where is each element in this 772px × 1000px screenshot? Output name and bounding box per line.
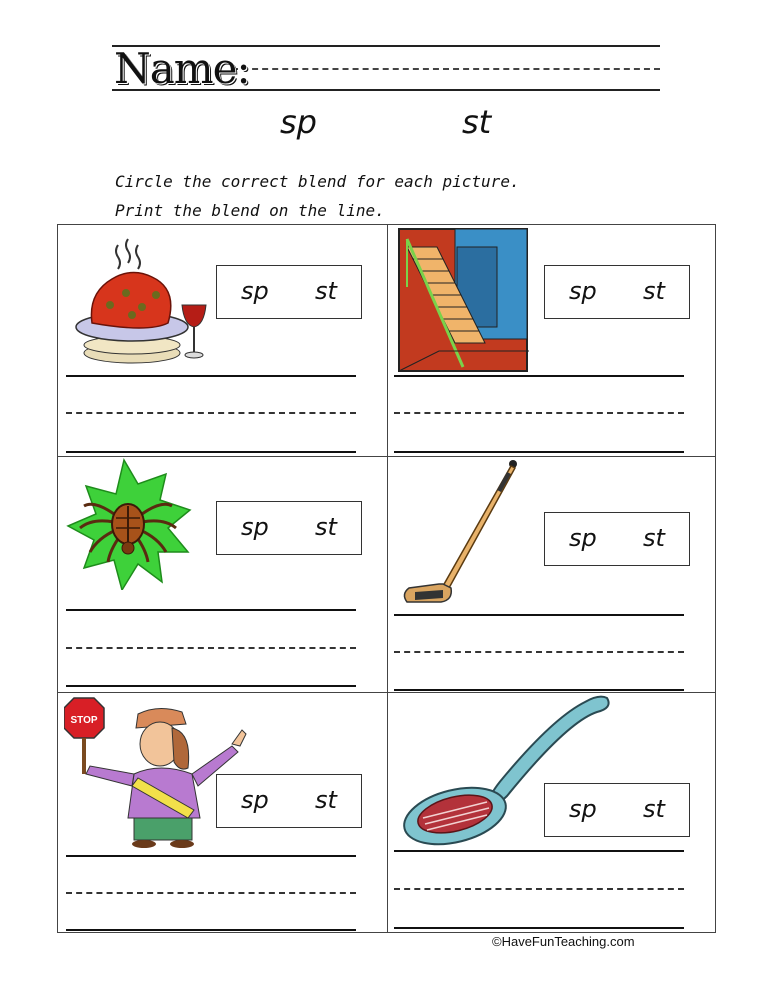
name-header <box>112 38 660 94</box>
answer-line-bottom[interactable] <box>394 689 684 691</box>
option-sp[interactable]: sp <box>241 513 269 541</box>
worksheet-cell-spaghetti <box>58 225 387 456</box>
worksheet-cell-spoon <box>387 692 717 934</box>
answer-line-top <box>394 614 684 616</box>
instruction-line-1: Circle the correct blend for each picture. <box>115 172 520 191</box>
answer-line-bottom[interactable] <box>394 451 684 453</box>
blend-choice-box[interactable] <box>216 265 362 319</box>
worksheet-cell-spider <box>58 456 387 692</box>
worksheet-grid <box>57 224 716 933</box>
answer-line-top <box>66 855 356 857</box>
option-st[interactable]: st <box>643 524 665 552</box>
copyright-footer: ©HaveFunTeaching.com <box>492 934 635 949</box>
blend-choice-box[interactable] <box>544 265 690 319</box>
answer-line-bottom[interactable] <box>66 685 356 687</box>
answer-line-top <box>394 850 684 852</box>
spider-icon <box>64 458 194 590</box>
name-label: Name: <box>114 44 250 93</box>
answer-line-dashed <box>66 647 356 649</box>
answer-line-bottom[interactable] <box>394 927 684 929</box>
stick-icon <box>401 458 531 610</box>
blend-choice-box[interactable] <box>544 783 690 837</box>
answer-line-top <box>66 375 356 377</box>
blend-choice-box[interactable] <box>216 501 362 555</box>
option-st[interactable]: st <box>315 277 337 305</box>
blend-choice-box[interactable] <box>544 512 690 566</box>
answer-line-dashed <box>66 412 356 414</box>
answer-line-top <box>394 375 684 377</box>
answer-line-dashed <box>394 888 684 890</box>
name-dashed-line <box>232 68 660 70</box>
header-blend-sp: sp <box>280 103 317 141</box>
option-sp[interactable]: sp <box>569 277 597 305</box>
answer-line-dashed <box>66 892 356 894</box>
answer-line-bottom[interactable] <box>66 451 356 453</box>
worksheet-cell-stick <box>387 456 717 692</box>
spaghetti-icon <box>70 235 220 375</box>
option-st[interactable]: st <box>643 795 665 823</box>
blend-choice-box[interactable] <box>216 774 362 828</box>
header-blend-st: st <box>462 103 492 141</box>
instruction-line-2: Print the blend on the line. <box>115 201 385 220</box>
worksheet-cell-stop <box>58 692 387 934</box>
answer-line-top <box>66 609 356 611</box>
answer-line-dashed <box>394 412 684 414</box>
option-sp[interactable]: sp <box>241 277 269 305</box>
worksheet-cell-stairs <box>387 225 717 456</box>
answer-line-bottom[interactable] <box>66 929 356 931</box>
stairs-icon <box>397 227 532 375</box>
option-st[interactable]: st <box>315 513 337 541</box>
option-sp[interactable]: sp <box>569 524 597 552</box>
option-sp[interactable]: sp <box>241 786 269 814</box>
option-st[interactable]: st <box>643 277 665 305</box>
answer-line-dashed <box>394 651 684 653</box>
svg-text:STOP: STOP <box>70 715 98 726</box>
option-st[interactable]: st <box>315 786 337 814</box>
option-sp[interactable]: sp <box>569 795 597 823</box>
